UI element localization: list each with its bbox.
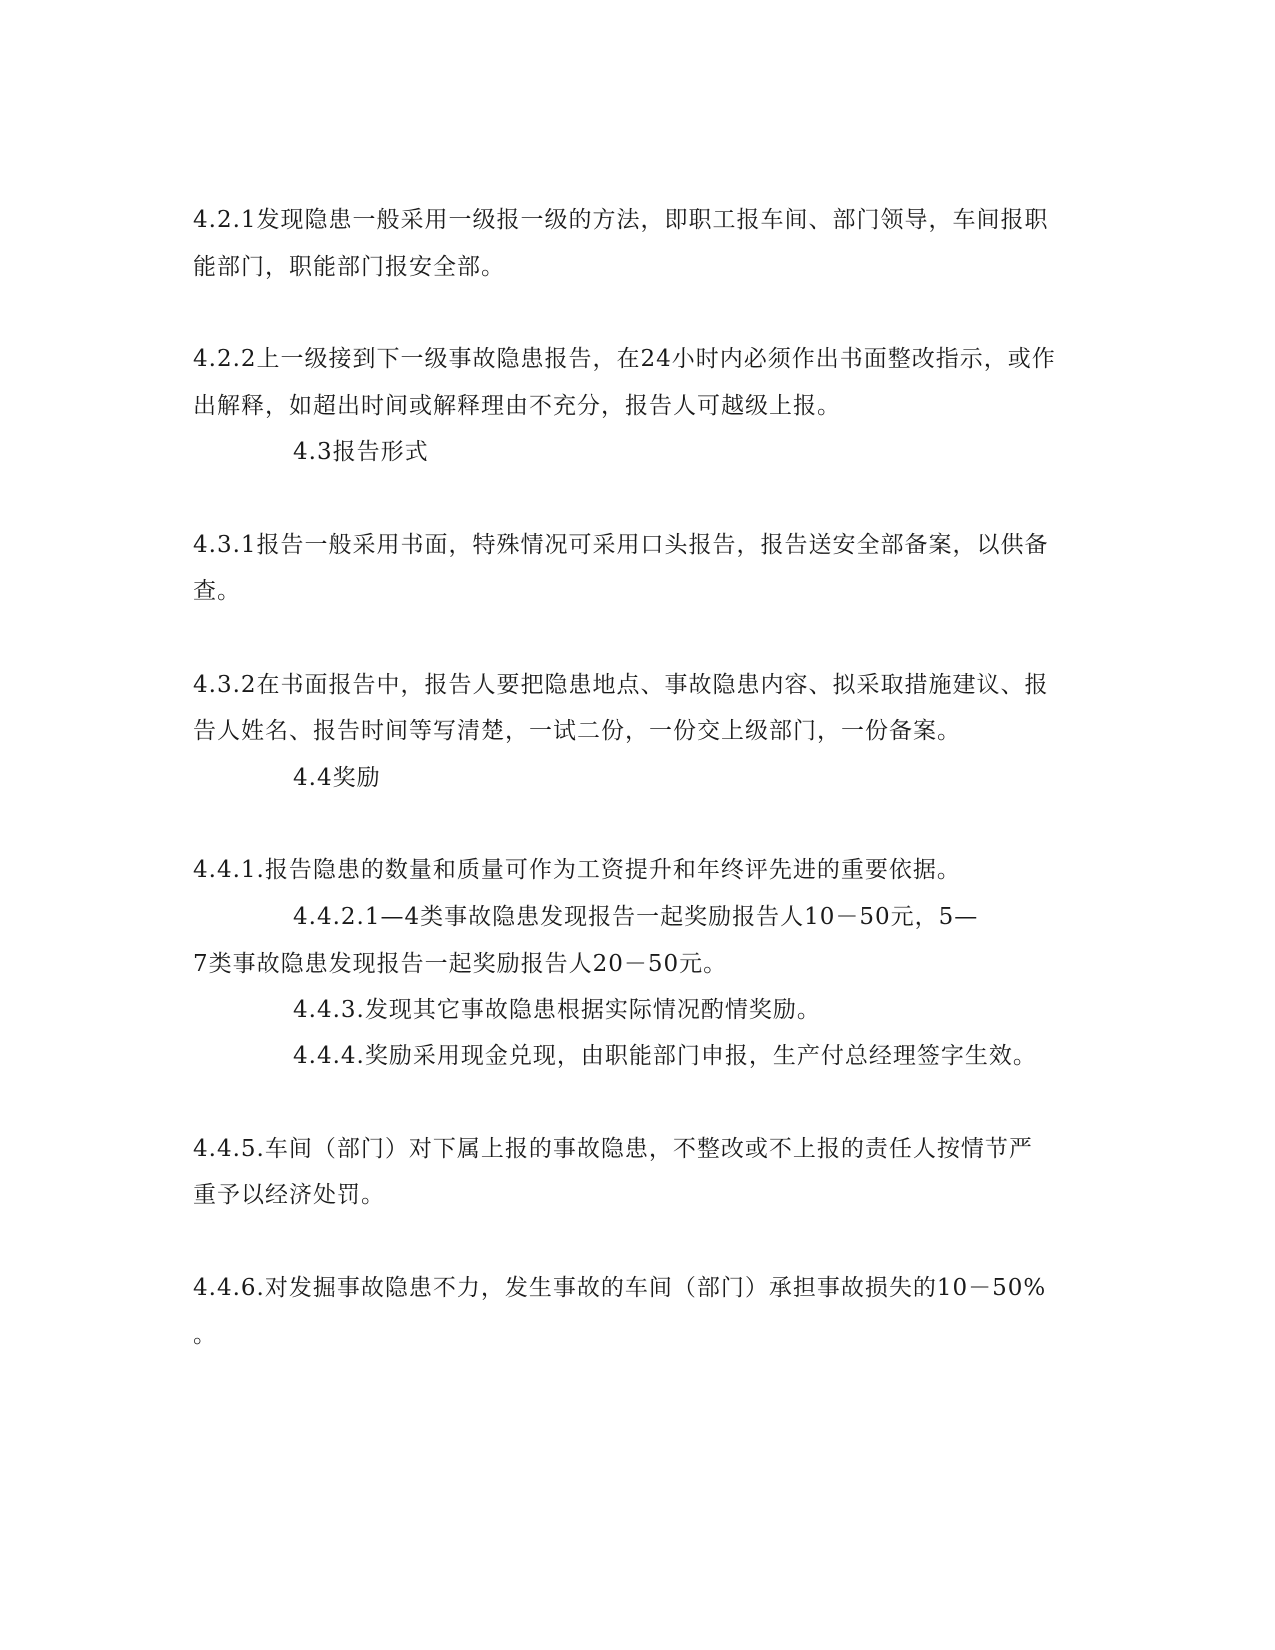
paragraph-4-4-3: 4.4.3.发现其它事故隐患根据实际情况酌情奖励。	[293, 997, 821, 1023]
paragraph-4-4-2-line-1: 4.4.2.1—4类事故隐患发现报告一起奖励报告人10－50元，5—	[293, 904, 979, 930]
paragraph-4-3-2-line-1: 4.3.2在书面报告中，报告人要把隐患地点、事故隐患内容、拟采取措施建议、报	[193, 672, 1049, 698]
paragraph-4-3-1-line-2: 查。	[193, 578, 241, 604]
section-heading-4-3: 4.3报告形式	[293, 439, 429, 465]
paragraph-4-3-2-line-2: 告人姓名、报告时间等写清楚，一试二份，一份交上级部门，一份备案。	[193, 718, 961, 744]
paragraph-4-3-1-line-1: 4.3.1报告一般采用书面，特殊情况可采用口头报告，报告送安全部备案，以供备	[193, 532, 1049, 558]
paragraph-4-4-6-line-2: 。	[193, 1322, 217, 1348]
paragraph-4-2-2-line-1: 4.2.2上一级接到下一级事故隐患报告，在24小时内必须作出书面整改指示，或作	[193, 346, 1056, 372]
paragraph-4-4-5-line-1: 4.4.5.车间（部门）对下属上报的事故隐患，不整改或不上报的责任人按情节严	[193, 1136, 1033, 1162]
section-heading-4-4: 4.4奖励	[293, 765, 381, 791]
paragraph-4-4-5-line-2: 重予以经济处罚。	[193, 1182, 385, 1208]
paragraph-4-4-6-line-1: 4.4.6.对发掘事故隐患不力，发生事故的车间（部门）承担事故损失的10－50%	[193, 1275, 1047, 1301]
paragraph-4-2-1-line-2: 能部门，职能部门报安全部。	[193, 254, 505, 280]
paragraph-4-4-4: 4.4.4.奖励采用现金兑现，由职能部门申报，生产付总经理签字生效。	[293, 1043, 1037, 1069]
paragraph-4-4-1: 4.4.1.报告隐患的数量和质量可作为工资提升和年终评先进的重要依据。	[193, 857, 961, 883]
paragraph-4-4-2-line-2: 7类事故隐患发现报告一起奖励报告人20－50元。	[193, 951, 728, 977]
paragraph-4-2-1-line-1: 4.2.1发现隐患一般采用一级报一级的方法，即职工报车间、部门领导，车间报职	[193, 207, 1049, 233]
paragraph-4-2-2-line-2: 出解释，如超出时间或解释理由不充分，报告人可越级上报。	[193, 393, 841, 419]
